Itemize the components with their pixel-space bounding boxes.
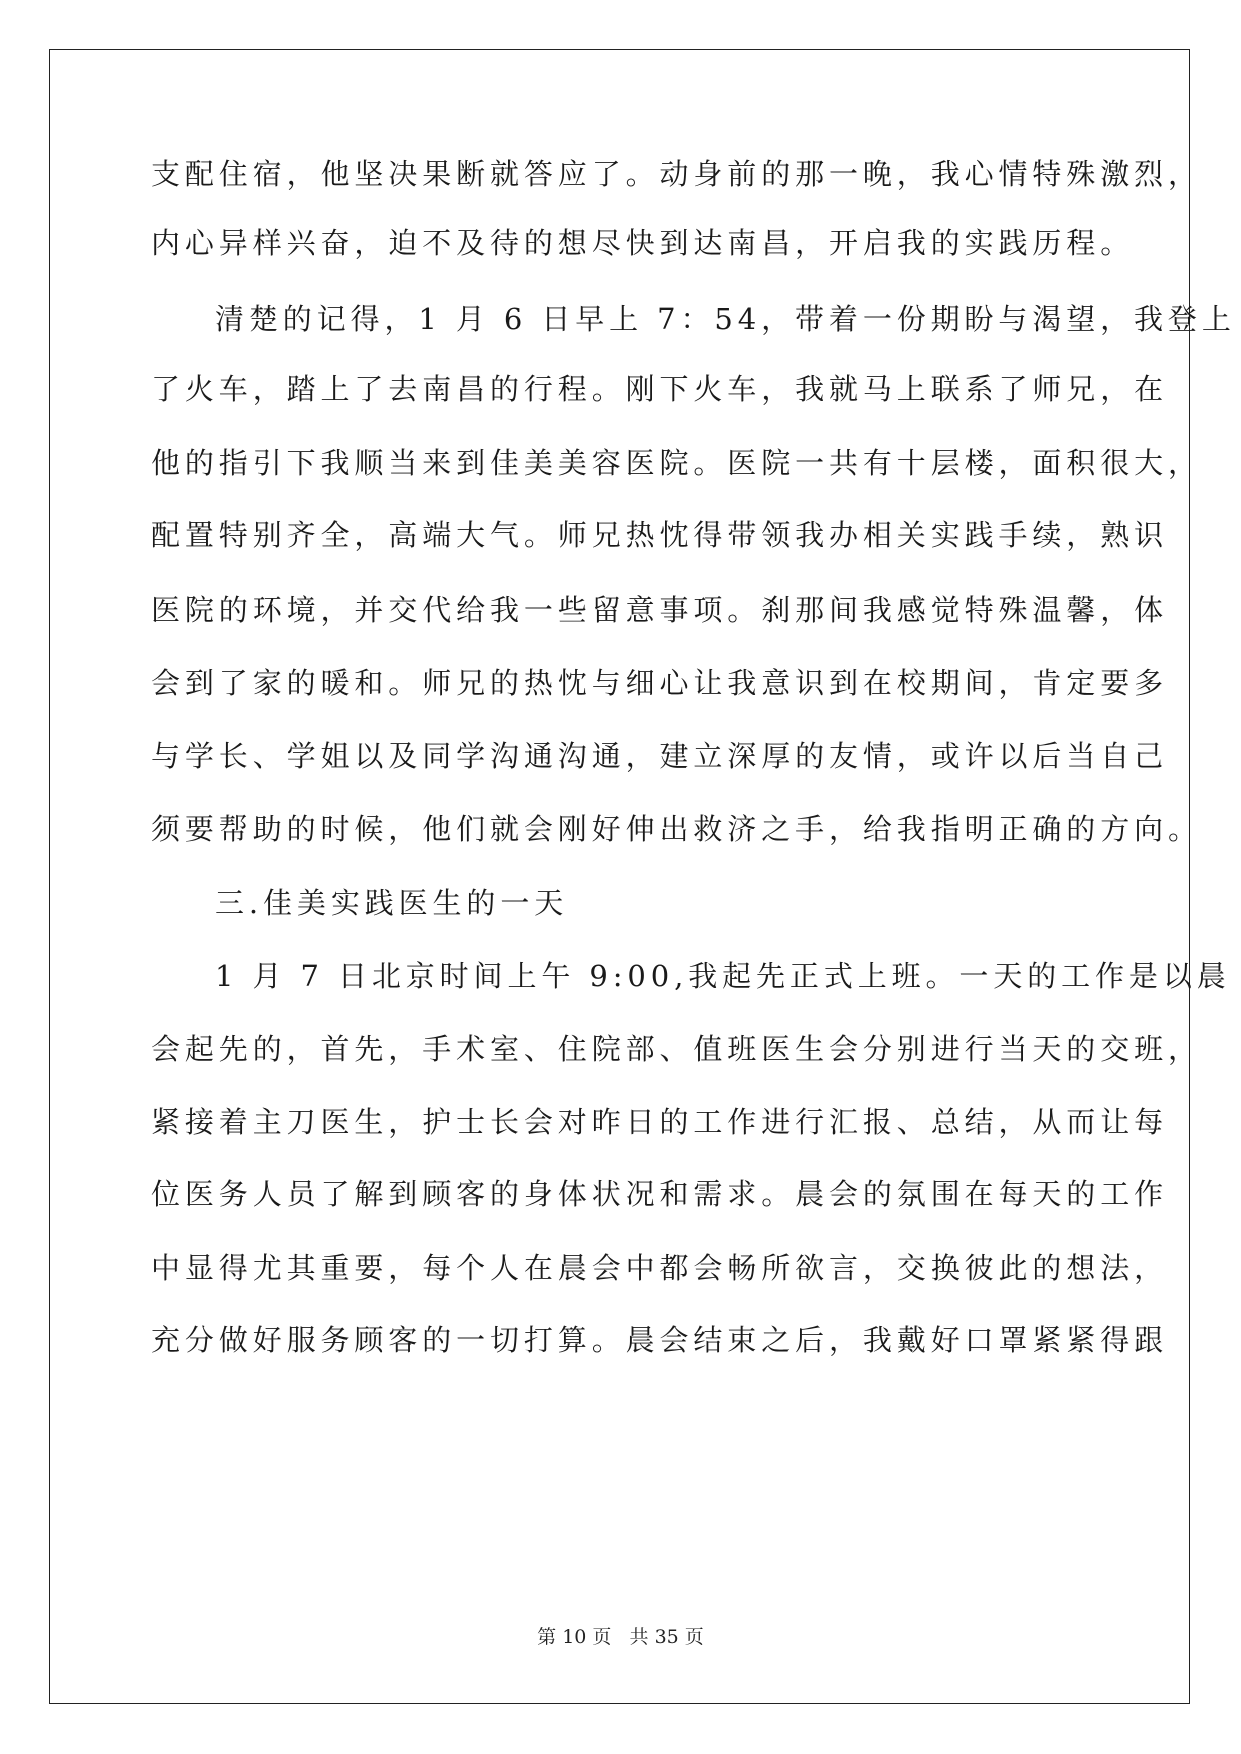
- text-line: 了火车，踏上了去南昌的行程。刚下火车，我就马上联系了师兄，在: [151, 372, 1169, 406]
- text-line: 充分做好服务顾客的一切打算。晨会结束之后，我戴好口罩紧紧得跟: [151, 1323, 1169, 1357]
- paragraph-start-line: 清楚的记得，1 月 6 日早上 7：54，带着一份期盼与渴望，我登上: [215, 302, 1236, 336]
- text-line: 与学长、学姐以及同学沟通沟通，建立深厚的友情，或许以后当自己: [151, 739, 1169, 773]
- text-line: 医院的环境，并交代给我一些留意事项。刹那间我感觉特殊温馨，体: [151, 593, 1169, 627]
- paragraph-start-line: 1 月 7 日北京时间上午 9:00,我起先正式上班。一天的工作是以晨: [215, 959, 1231, 993]
- text-line: 中显得尤其重要，每个人在晨会中都会畅所欲言，交换彼此的想法，: [151, 1251, 1169, 1285]
- text-line: 会到了家的暖和。师兄的热忱与细心让我意识到在校期间，肯定要多: [151, 666, 1169, 700]
- text-line: 会起先的，首先，手术室、住院部、值班医生会分别进行当天的交班，: [151, 1032, 1202, 1066]
- text-line: 配置特别齐全，高端大气。师兄热忱得带领我办相关实践手续，熟识: [151, 518, 1169, 552]
- text-line: 他的指引下我顺当来到佳美美容医院。医院一共有十层楼，面积很大，: [151, 446, 1202, 480]
- text-line: 须要帮助的时候，他们就会刚好伸出救济之手，给我指明正确的方向。: [151, 812, 1202, 846]
- page-number-footer: 第 10 页 共 35 页: [537, 1626, 704, 1648]
- section-heading: 三.佳美实践医生的一天: [215, 886, 569, 920]
- text-line: 支配住宿，他坚决果断就答应了。动身前的那一晚，我心情特殊激烈，: [151, 157, 1202, 191]
- text-line: 位医务人员了解到顾客的身体状况和需求。晨会的氛围在每天的工作: [151, 1177, 1169, 1211]
- text-line: 紧接着主刀医生，护士长会对昨日的工作进行汇报、总结，从而让每: [151, 1105, 1169, 1139]
- text-line: 内心异样兴奋，迫不及待的想尽快到达南昌，开启我的实践历程。: [151, 226, 1135, 260]
